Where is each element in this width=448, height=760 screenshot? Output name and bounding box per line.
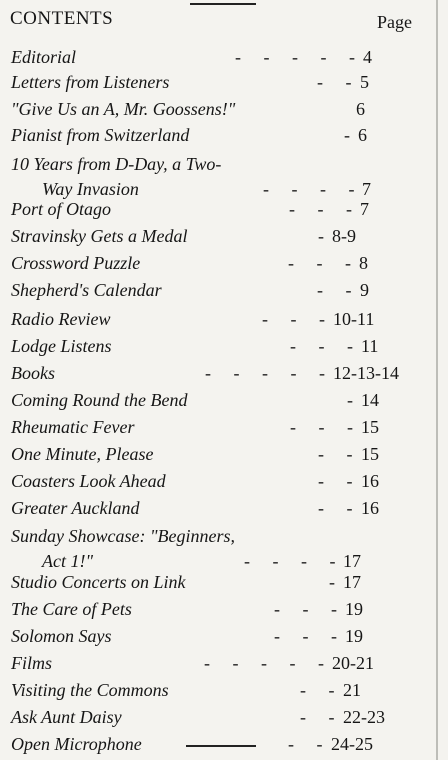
toc-entry-title: Radio Review xyxy=(11,309,111,329)
dot-leader: - - - xyxy=(274,599,337,619)
dot-leader: - - - xyxy=(288,253,351,273)
dot-leader: - xyxy=(318,226,324,246)
toc-entry-title: Studio Concerts on Link xyxy=(11,572,186,592)
dot-leader: - - - xyxy=(274,626,337,646)
toc-page-number: 7 xyxy=(360,199,369,219)
toc-page-number: 16 xyxy=(361,471,379,491)
toc-entry-title: Sunday Showcase: "Beginners, xyxy=(11,526,236,546)
contents-heading: CONTENTS xyxy=(10,8,114,29)
toc-entry-title: Coasters Look Ahead xyxy=(11,471,166,491)
toc-page-number: 8-9 xyxy=(332,226,356,246)
dot-leader: - - - xyxy=(262,309,325,329)
dot-leader: - - xyxy=(300,707,335,727)
dot-leader: - - xyxy=(317,72,352,92)
dot-leader: - - - - - xyxy=(205,363,325,383)
toc-page-number: 8 xyxy=(359,253,368,273)
dot-leader: - - - xyxy=(289,199,352,219)
toc-page-number: 11 xyxy=(361,336,379,356)
toc-entry-title-continued: Act 1!" xyxy=(42,551,94,571)
toc-entry-title: Stravinsky Gets a Medal xyxy=(11,226,188,246)
toc-entry-title: The Care of Pets xyxy=(11,599,132,619)
toc-entry-title: Port of Otago xyxy=(11,199,112,219)
toc-page-number: 6 xyxy=(358,125,367,145)
dot-leader: - - - xyxy=(290,417,353,437)
toc-entry-title: Shepherd's Calendar xyxy=(11,280,162,300)
dot-leader: - - xyxy=(318,471,353,491)
toc-page-number: 12-13-14 xyxy=(333,363,399,383)
toc-entry-title: Books xyxy=(11,363,55,383)
dot-leader: - - xyxy=(317,280,352,300)
bottom-rule xyxy=(186,745,256,747)
toc-entry-title: 10 Years from D-Day, a Two- xyxy=(11,154,222,174)
page-column-heading: Page xyxy=(377,12,412,32)
toc-entry-title: Coming Round the Bend xyxy=(11,390,188,410)
dot-leader: - - - xyxy=(290,336,353,356)
toc-entry-title: Lodge Listens xyxy=(11,336,112,356)
dot-leader: - - xyxy=(300,680,335,700)
toc-page-number: 20-21 xyxy=(332,653,374,673)
toc-page-number: 15 xyxy=(361,417,379,437)
dot-leader: - - - - - xyxy=(204,653,324,673)
toc-page-number: 21 xyxy=(343,680,361,700)
toc-page-number: 7 xyxy=(362,179,371,199)
toc-entry-title: One Minute, Please xyxy=(11,444,154,464)
dot-leader: - - xyxy=(318,498,353,518)
toc-entry-title: Solomon Says xyxy=(11,626,112,646)
dot-leader: - xyxy=(344,125,350,145)
toc-entry-title: Editorial xyxy=(11,47,77,67)
dot-leader: - - - - xyxy=(263,179,355,199)
toc-entry-title: Visiting the Commons xyxy=(11,680,169,700)
toc-page-number: 17 xyxy=(343,551,361,571)
toc-page-number: 17 xyxy=(343,572,361,592)
toc-entry-title: Ask Aunt Daisy xyxy=(11,707,122,727)
toc-page-number: 10-11 xyxy=(333,309,375,329)
toc-page-number: 19 xyxy=(345,626,363,646)
dot-leader: - xyxy=(329,572,335,592)
toc-entry-title-continued: Way Invasion xyxy=(42,179,139,199)
toc-entry-title: Pianist from Switzerland xyxy=(11,125,190,145)
dot-leader: - - - - - xyxy=(235,47,355,67)
dot-leader: - - - - xyxy=(244,551,336,571)
toc-page-number: 14 xyxy=(361,390,379,410)
toc-entry-title: "Give Us an A, Mr. Goossens!" xyxy=(11,99,236,119)
toc-entry-title: Greater Auckland xyxy=(11,498,140,518)
toc-entry-title: Letters from Listeners xyxy=(11,72,170,92)
toc-page-number: 19 xyxy=(345,599,363,619)
toc-page-number: 24-25 xyxy=(331,734,373,754)
toc-page-number: 15 xyxy=(361,444,379,464)
toc-entry-title: Films xyxy=(11,653,53,673)
toc-page-number: 6 xyxy=(356,99,365,119)
toc-entry-title: Crossword Puzzle xyxy=(11,253,141,273)
toc-page-number: 5 xyxy=(360,72,369,92)
toc-page-number: 9 xyxy=(360,280,369,300)
toc-entry-title: Rheumatic Fever xyxy=(11,417,135,437)
dot-leader: - - xyxy=(318,444,353,464)
toc-page-number: 4 xyxy=(363,47,372,67)
dot-leader: - xyxy=(347,390,353,410)
dot-leader: - - xyxy=(288,734,323,754)
toc-page-number: 16 xyxy=(361,498,379,518)
toc-entry-title: Open Microphone xyxy=(11,734,142,754)
toc-page-number: 22-23 xyxy=(343,707,385,727)
